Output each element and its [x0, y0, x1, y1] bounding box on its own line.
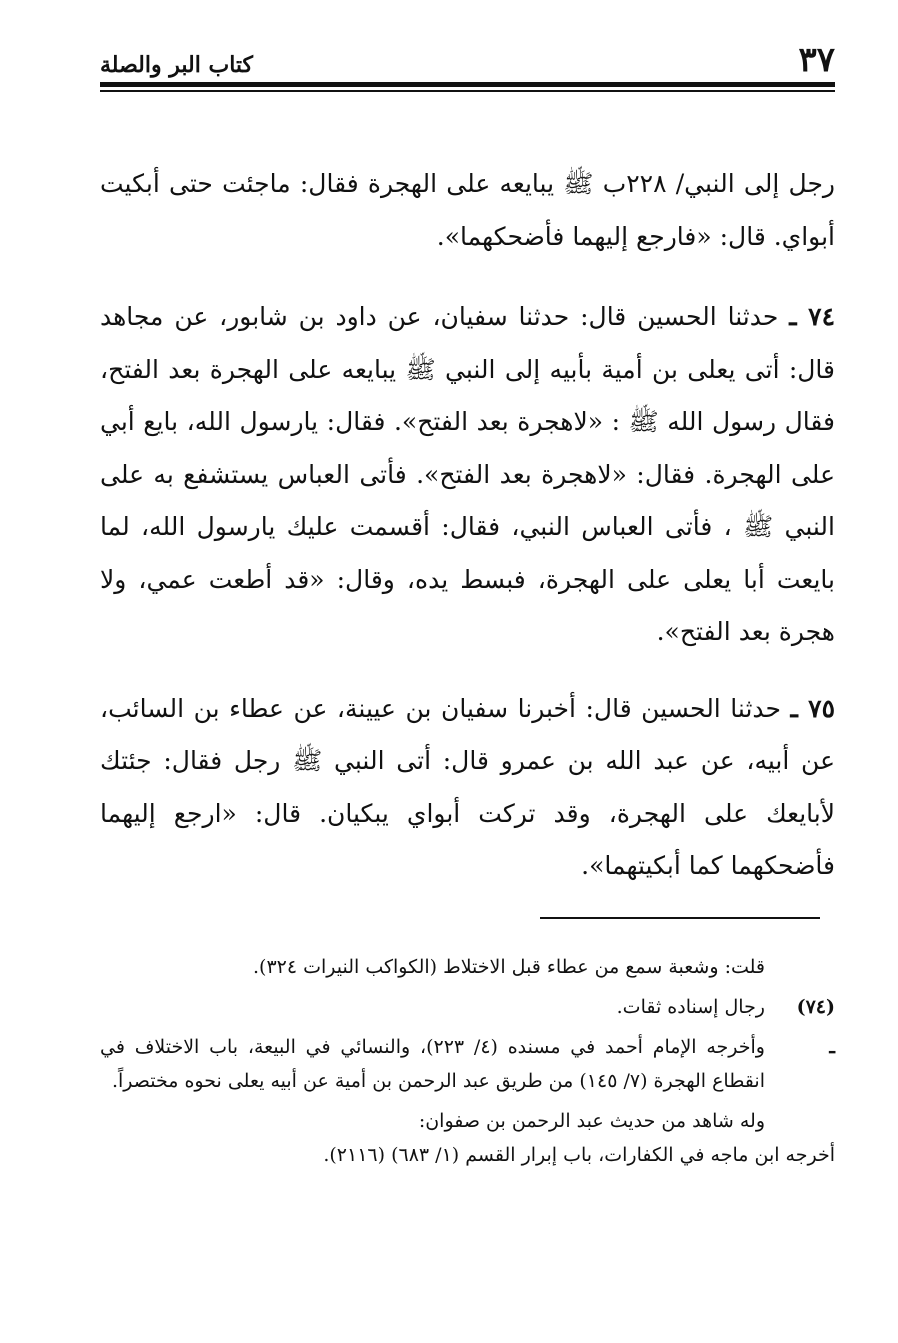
hadith-number: ٧٤ ـ — [789, 302, 836, 331]
page-header — [100, 40, 835, 80]
footnote-text: رجال إسناده ثقات. — [616, 996, 765, 1018]
paragraph-continuation — [100, 158, 835, 263]
footnote-text: وأخرجه الإمام أحمد في مسنده (٤/ ٢٢٣)، والنسائي في البيعة، باب الاختلاف في انقطاع الهجرة (٧/ ١٤٥) من طريق عبد الرحمن بن أمية عن أبيه يعلى نحوه مختصراً. — [100, 1036, 765, 1092]
footnote-text: أخرجه ابن ماجه في الكفارات، باب إبرار القسم (١/ ٦٨٣) (٢١١٦). — [323, 1144, 835, 1166]
footnote-text: قلت: وشعبة سمع من عطاء قبل الاختلاط (الكواكب النيرات ٣٢٤). — [252, 956, 765, 978]
footnote-line — [100, 1138, 835, 1172]
header-rule-thick — [100, 82, 835, 87]
hadith-74 — [100, 291, 835, 659]
main-text — [100, 158, 835, 917]
hadith-number: ٧٥ ـ — [790, 693, 836, 723]
footnote-line — [100, 1104, 835, 1138]
footnote-marker: (٧٤) — [796, 996, 835, 1018]
footnote-line — [100, 990, 835, 1024]
paragraph-text: حدثنا الحسين قال: أخبرنا سفيان بن عيينة، عن عطاء بن السائب، عن أبيه، عن عبد الله بن عمرو قال: أتى النبي ﷺ رجل فقال: جئتك لأبايعك على الهجرة، وقد تركت أبواي يبكيان. قال: «ارجع إليهما فأضحكهما كما أبكيتهما». — [100, 693, 835, 880]
footnote-line — [100, 950, 835, 984]
footnote-text: وله شاهد من حديث عبد الرحمن بن صفوان: — [418, 1110, 765, 1132]
paragraph-text: حدثنا الحسين قال: حدثنا سفيان، عن داود بن شابور، عن مجاهد قال: أتى يعلى بن أمية بأبيه إلى النبي ﷺ يبايعه على الهجرة بعد الفتح، فقال رسول الله ﷺ : «لاهجرة بعد الفتح». فقال: يارسول الله، بايع أبي على الهجرة. فقال: «لاهجرة بعد الفتح». فأتى العباس يستشفع به على النبي ﷺ ، فأتى العباس النبي، فقال: أقسمت عليك يارسول الله، لما بايعت أبا يعلى على الهجرة، فبسط يده، وقال: «قد أطعت عمي، ولا هجرة بعد الفتح». — [100, 302, 835, 646]
page-number: ٣٧ — [798, 40, 835, 80]
footnote-separator — [540, 917, 820, 919]
paragraph-text: رجل إلى النبي/ ٢٢٨ب ﷺ يبايعه على الهجرة فقال: ماجئت حتى أبكيت أبواي. قال: «فارجع إليهما فأضحكهما». — [100, 169, 835, 251]
header-rule-thin — [100, 90, 835, 92]
running-title: كتاب البر والصلة — [100, 52, 254, 78]
footnote-line — [100, 1030, 835, 1098]
footnotes — [100, 950, 835, 1172]
footnote-marker: ـ — [829, 1036, 835, 1058]
hadith-75 — [100, 683, 835, 893]
